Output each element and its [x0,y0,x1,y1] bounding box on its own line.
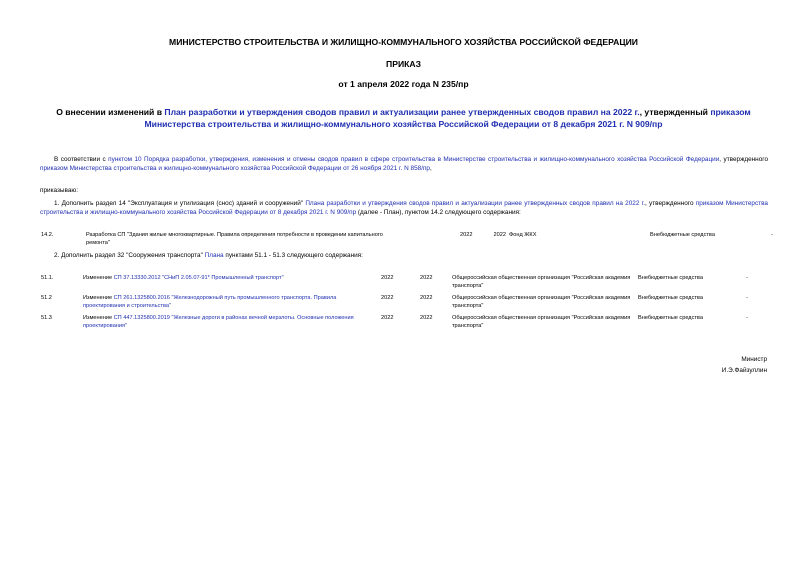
row-dash: - [746,295,748,301]
row-year-end: 2022 [420,315,433,321]
row-number: 51.3 [41,315,52,321]
row-funding-source: Внебюджетные средства [650,232,715,238]
preamble-text-1: В соответствии с [54,156,109,163]
row-prefix: Изменение [83,315,114,321]
table-row-51-1 [0,274,807,292]
order-word: приказываю: [40,187,78,194]
row-number: 51.2 [41,295,52,301]
doc-type-heading: ПРИКАЗ [386,59,421,69]
row-year-start: 2022 [460,232,473,238]
row-number: 14.2. [41,232,54,238]
row-year-end: 2022 [493,232,506,238]
title-text-2: , утвержденный [639,107,711,117]
row-organization: Общероссийская общественная организация "Российская академия транспорта" [452,295,631,309]
row-description [83,274,373,282]
row-dash: - [771,232,773,238]
signature-name: И.Э.Файзуллин [721,367,767,374]
table-row-51-3 [0,314,807,332]
row-prefix: Изменение [83,275,114,281]
item-2-paragraph [54,251,363,260]
preamble-text-3: , [430,165,432,172]
row-year-start: 2022 [381,315,394,321]
row-description [83,294,373,310]
item1-plan-link[interactable]: Плана разработки и утверждения сводов правил и актуализации ранее утвержденных сводов правил на 2022 г. [305,200,645,207]
item1-text-3: (далее - План), пунктом 14.2 следующего содержания: [356,209,521,216]
row-description [83,314,373,330]
item2-text-1: 2. Дополнить раздел 32 "Сооружения транспорта" [54,252,205,259]
row-funding-source: Внебюджетные средства [638,295,703,301]
row-sp-link[interactable]: СП 261.1325800.2016 "Железнодорожный путь промышленного транспорта. Правила проектирования и строительства" [83,295,337,309]
row-sp-link[interactable]: СП 447.1325800.2019 "Железные дороги в районах вечной мерзлоты. Основные положения проектирования" [83,315,354,329]
preamble-order-link[interactable]: приказом Министерства строительства и жилищно-коммунального хозяйства Российской Федерации от 26 ноября 2021 г. N 858/пр [40,165,430,172]
item2-plan-link[interactable]: Плана [204,252,224,259]
item1-order-link[interactable]: приказом Министерства строительства и жилищно-коммунального хозяйства Российской Федерации от 8 декабря 2021 г. N 909/пр [40,200,768,216]
title-plan-link[interactable]: План разработки и утверждения сводов правил и актуализации ранее утвержденных сводов правил на 2022 г. [164,107,640,117]
signature-position: Министр [741,356,767,363]
doc-date-number: от 1 апреля 2022 года N 235/пр [338,79,469,89]
row-year-end: 2022 [420,275,433,281]
row-prefix: Изменение [83,295,114,301]
item1-text-1: 1. Дополнить раздел 14 "Эксплуатация и утилизация (снос) зданий и сооружений" [54,200,306,207]
item1-text-2: , утвержденного [644,200,696,207]
title-order-link[interactable]: приказом Министерства строительства и жилищно-коммунального хозяйства Российской Федерации от 8 декабря 2021 г. N 909/пр [144,107,751,129]
table-row-51-2 [0,294,807,312]
row-year-end: 2022 [420,295,433,301]
row-funding-source: Внебюджетные средства [638,275,703,281]
row-dash: - [746,275,748,281]
row-year-start: 2022 [381,295,394,301]
item2-text-2: пунктами 51.1 - 51.3 следующего содержания: [223,252,363,259]
table-row-14-2 [0,231,807,249]
row-number: 51.1. [41,275,54,281]
row-organization: Общероссийская общественная организация "Российская академия транспорта" [452,275,631,289]
preamble-text-2: , утвержденного [719,156,768,163]
doc-title [30,106,777,130]
ministry-heading: МИНИСТЕРСТВО СТРОИТЕЛЬСТВА И ЖИЛИЩНО-КОММУНАЛЬНОГО ХОЗЯЙСТВА РОССИЙСКОЙ ФЕДЕРАЦИИ [169,37,638,47]
row-description: Разработка СП "Здания жилые многоквартирные. Правила определения потребности в проведении капитального ремонта" [86,232,383,246]
row-organization: Фонд ЖКХ [509,232,537,238]
row-funding-source: Внебюджетные средства [638,315,703,321]
item-1-paragraph [40,199,768,217]
preamble-paragraph [40,155,768,173]
row-year-start: 2022 [381,275,394,281]
preamble-procedure-link[interactable]: пунктом 10 Порядка разработки, утверждения, изменения и отмены сводов правил в сфере строительства в Министерстве строительства и жилищно-коммунального хозяйства Российской Федерации [108,156,720,163]
row-organization: Общероссийская общественная организация "Российская академия транспорта" [452,315,631,329]
title-text-1: О внесении изменений в [56,107,165,117]
row-dash: - [746,315,748,321]
row-sp-link[interactable]: СП 37.13330.2012 "СНиП 2.05.07-91* Промышленный транспорт" [113,275,284,281]
